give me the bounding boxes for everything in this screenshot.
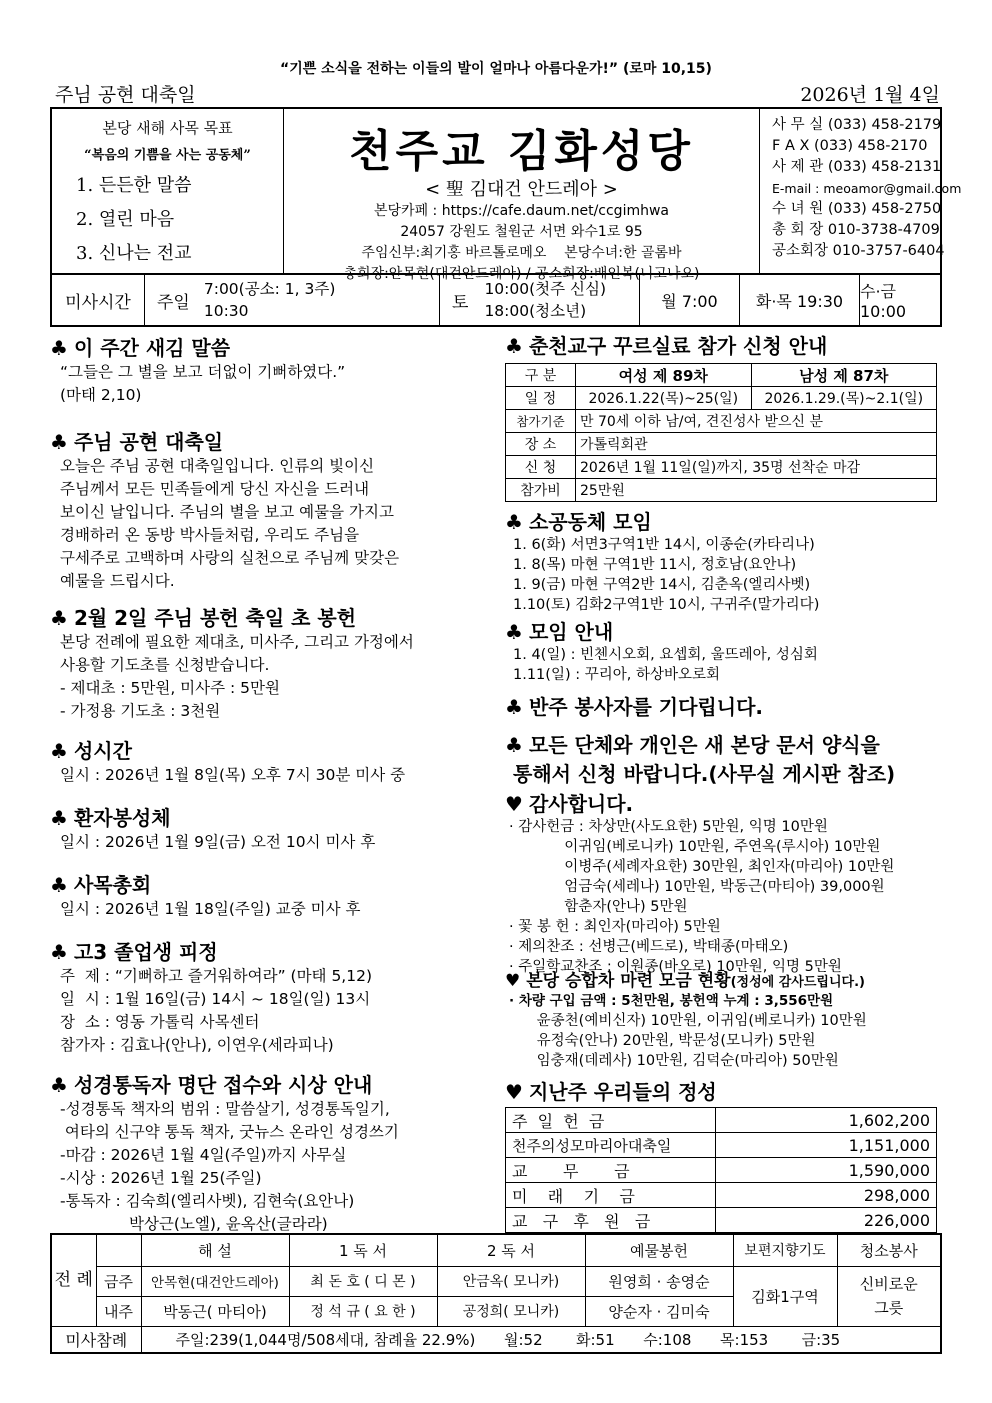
- row-label: 금주: [96, 1266, 141, 1296]
- section-title: 2월 2일 주님 봉헌 축일 초 봉헌: [73, 606, 357, 630]
- text-line: (마태 2,10): [60, 386, 142, 404]
- text-line: 1. 6(화) 서면3구역1반 14시, 이종순(카타리나): [513, 537, 815, 553]
- table-cell: 박동근( 마티아): [141, 1296, 289, 1326]
- contact-office: 사 무 실 (033) 458-2179: [772, 117, 942, 133]
- club-icon: ♣: [505, 620, 523, 644]
- attendance-label: 미사참례: [51, 1326, 141, 1353]
- text-line: 이귀임(베로니카) 10만원, 주연옥(루시아) 10만원: [509, 839, 881, 855]
- text-line: 사용할 기도초를 신청받습니다.: [60, 656, 270, 674]
- text-line: 1. 8(목) 마현 구역1반 11시, 정호남(요안나): [513, 557, 797, 573]
- text-line: 여타의 신구약 통독 책자, 굿뉴스 온라인 성경쓰기: [60, 1123, 399, 1141]
- table-cell: 원영희 · 송영순: [585, 1266, 733, 1296]
- offering-amount: 1,602,200: [716, 1108, 937, 1133]
- section-new-forms: [505, 729, 945, 787]
- cursillo-table: [505, 363, 937, 502]
- goal-subtitle: “복음의 기쁨을 사는 공동체”: [84, 148, 251, 163]
- text-line: - 가정용 기도초 : 3천원: [60, 702, 221, 720]
- text-line: 1. 9(금) 마현 구역2반 14시, 김춘옥(엘리사벳): [513, 577, 811, 593]
- saturday-time-1: 10:00(첫주 신심): [484, 280, 607, 298]
- text-line: 주 제 : “기뻐하고 즐거워하여라” (마태 5,12): [60, 967, 373, 985]
- section-epiphany: [50, 426, 490, 593]
- address: 24057 강원도 철원군 서면 와수1로 95: [400, 224, 643, 240]
- sunday-mass: [145, 275, 440, 325]
- club-icon: ♣: [50, 336, 68, 360]
- table-cell: 2026.1.22(목)~25(일): [576, 387, 752, 410]
- text-line: 엄금숙(세레나) 10만원, 박동근(마티아) 39,000원: [509, 879, 885, 895]
- table-cell: 2026년 1월 11일(일)까지, 35명 선착순 마감: [576, 456, 937, 479]
- table-header: 해 설: [141, 1234, 289, 1266]
- text-line: 임충재(데레사) 10만원, 김덕순(마리아) 50만원: [509, 1053, 839, 1069]
- text-line: 함춘자(안나) 5만원: [509, 899, 688, 915]
- text-line: 일시 : 2026년 1월 8일(목) 오후 7시 30분 미사 중: [60, 766, 406, 784]
- section-weekly-word: [50, 332, 490, 407]
- text-line: 일시 : 2026년 1월 9일(금) 오전 10시 미사 후: [60, 833, 376, 851]
- section-thanks: [505, 788, 945, 977]
- club-icon: ♣: [505, 695, 523, 719]
- table-cell: 신 청: [506, 456, 576, 479]
- offering-amount: 1,590,000: [716, 1158, 937, 1183]
- section-candle-offering: [50, 602, 490, 723]
- section-title: 성경통독자 명단 접수와 시상 안내: [73, 1073, 373, 1097]
- section-sick-communion: [50, 802, 490, 854]
- goal-item: 3. 신나는 전교: [76, 243, 192, 264]
- table-cell: 장 소: [506, 433, 576, 456]
- text-line: 주님께서 모든 민족들에게 당신 자신을 드러내: [60, 480, 370, 498]
- table-cell: 김화1구역: [733, 1266, 837, 1326]
- monday-mass: 월 7:00: [640, 275, 740, 325]
- text-line: “그들은 그 별을 보고 더없이 기뻐하였다.”: [60, 363, 346, 381]
- text-line: · 감사헌금 : 차상만(사도요한) 5만원, 익명 10만원: [509, 819, 828, 835]
- text-line: · 주일학교찬조 : 이원종(바오로) 10만원, 익명 5만원: [509, 959, 842, 975]
- club-icon: ♣: [50, 739, 68, 763]
- club-icon: ♣: [505, 733, 523, 757]
- goal-item: 2. 열린 마음: [76, 209, 175, 230]
- section-title: 환자봉성체: [73, 806, 171, 830]
- text-line: 유정숙(안나) 20만원, 박문성(모니카) 5만원: [509, 1033, 816, 1049]
- text-line: 오늘은 주님 공현 대축일입니다. 인류의 빛이신: [60, 457, 375, 475]
- section-title: 모임 안내: [528, 620, 614, 644]
- text-line: 경배하러 온 동방 박사들처럼, 우리도 주님을: [60, 526, 360, 544]
- church-info: [284, 109, 760, 282]
- saturday-label: 토: [452, 292, 469, 313]
- text-line: 본당 전례에 필요한 제대초, 미사주, 그리고 가정에서: [60, 633, 414, 651]
- section-title: 주님 공현 대축일: [73, 430, 224, 454]
- text-line: -마감 : 2026년 1월 4일(주일)까지 사무실: [60, 1146, 347, 1164]
- table-header: 2 독 서: [437, 1234, 585, 1266]
- section-graduate-retreat: [50, 936, 490, 1057]
- section-title-cont: 통해서 신청 바랍니다.(사무실 게시판 참조): [513, 762, 896, 786]
- clergy: 주임신부:최기홍 바르톨로메오 본당수녀:한 골롬바: [361, 245, 682, 261]
- church-name: 천주교 김화성당: [349, 126, 694, 177]
- offering-label: 주 일 헌 금: [506, 1108, 716, 1133]
- club-icon: ♣: [50, 606, 68, 630]
- text-line: 이병주(세례자요한) 30만원, 최인자(마리아) 10만원: [509, 859, 895, 875]
- saturday-mass: [440, 275, 640, 325]
- offering-label: 교 무 금: [506, 1158, 716, 1183]
- offering-amount: 1,151,000: [716, 1133, 937, 1158]
- sunday-time-1: 7:00(공소: 1, 3주): [203, 280, 336, 298]
- section-organist: [505, 691, 945, 720]
- table-header: 보편지향기도: [733, 1234, 837, 1266]
- contact-president: 총 회 장 010-3738-4709: [772, 222, 940, 238]
- table-cell: 신비로운 그릇: [837, 1266, 941, 1326]
- offering-label: 교 구 후 원 금: [506, 1208, 716, 1233]
- section-title: 본당 승합차 마련 모금 현황: [526, 971, 731, 991]
- heart-icon: ♥: [505, 1080, 523, 1104]
- club-icon: ♣: [505, 334, 523, 358]
- text-line: 참가자 : 김효나(안나), 이연우(세라피나): [60, 1036, 334, 1054]
- text-line: - 제대초 : 5만원, 미사주 : 5만원: [60, 679, 280, 697]
- contact-convent: 수 녀 원 (033) 458-2750: [772, 201, 942, 217]
- bible-quote: “기쁜 소식을 전하는 이들의 발이 얼마나 아름다운가!” (로마 10,15): [280, 61, 712, 77]
- section-title: 이 주간 새김 말씀: [73, 336, 231, 360]
- table-cell: 참가기준: [506, 410, 576, 433]
- text-line: 1.10(토) 김화2구역1반 10시, 구귀주(말가리다): [513, 597, 820, 613]
- liturgy-table: [50, 1233, 942, 1354]
- saturday-time-2: 18:00(청소년): [484, 302, 587, 320]
- table-header: 구 분: [506, 364, 576, 387]
- section-title: 소공동체 모임: [528, 510, 652, 534]
- section-title: 감사합니다.: [528, 792, 634, 816]
- liturgy-label: 전 례: [51, 1234, 96, 1326]
- section-cursillo: [505, 330, 945, 502]
- text-line: -통독자 : 김숙희(엘리사벳), 김현숙(요안나): [60, 1192, 355, 1210]
- table-cell: 최 돈 호 ( 디 몬 ): [289, 1266, 437, 1296]
- table-header: 예물봉헌: [585, 1234, 733, 1266]
- header-box: [50, 107, 962, 282]
- section-title: 사목총회: [73, 873, 152, 897]
- table-cell: 안목현(대건안드레아): [141, 1266, 289, 1296]
- offering-label: 천주의성모마리아대축일: [506, 1133, 716, 1158]
- bulletin-date: 2026년 1월 4일: [800, 84, 940, 106]
- feast-name: 주님 공현 대축일: [55, 84, 196, 106]
- text-line: 박상근(노엘), 윤옥산(글라라): [60, 1215, 328, 1233]
- section-bible-reading: [50, 1069, 490, 1236]
- table-cell: 2026.1.29.(목)~2.1(일): [751, 387, 936, 410]
- contact-mission-head: 공소회장 010-3757-6404: [772, 243, 945, 259]
- section-pastoral-assembly: [50, 869, 490, 921]
- wed-fri-mass: 수·금 10:00: [860, 282, 907, 321]
- club-icon: ♣: [505, 510, 523, 534]
- table-header: 여성 제 89차: [576, 364, 752, 387]
- table-header: 청소봉사: [837, 1234, 941, 1266]
- section-title: 춘천교구 꾸르실료 참가 신청 안내: [528, 334, 828, 358]
- text-line: 예물을 드립시다.: [60, 572, 175, 590]
- section-van-fund: [505, 966, 945, 1071]
- table-cell: 25만원: [576, 479, 937, 502]
- text-line: -시상 : 2026년 1월 25(주일): [60, 1169, 262, 1187]
- club-icon: ♣: [50, 940, 68, 964]
- mass-times: [50, 275, 942, 327]
- section-title: 고3 졸업생 피정: [73, 940, 218, 964]
- cafe-url[interactable]: 본당카페 : https://cafe.daum.net/ccgimhwa: [374, 203, 669, 219]
- club-icon: ♣: [50, 430, 68, 454]
- table-cell: 일 정: [506, 387, 576, 410]
- text-line: -성경통독 책자의 범위 : 말씀살기, 성경통독일기,: [60, 1100, 390, 1118]
- sunday-label: 주일: [157, 292, 190, 313]
- section-holy-hour: [50, 735, 490, 787]
- offerings-table: [505, 1107, 937, 1233]
- club-icon: ♣: [50, 1073, 68, 1097]
- section-title-note: (정성에 감사드립니다.): [730, 975, 865, 990]
- contact-email[interactable]: E-mail : meoamor@gmail.com: [772, 181, 962, 196]
- pastoral-goals: [52, 109, 284, 273]
- sunday-time-2: 10:30: [203, 302, 249, 320]
- text-line: 구세주로 고백하며 사랑의 실천으로 주님께 맞갖은: [60, 549, 400, 567]
- text-line: 윤종천(예비신자) 10만원, 이귀임(베로니카) 10만원: [509, 1013, 867, 1029]
- goal-title: 본당 새해 사목 목표: [102, 119, 233, 137]
- section-title: 성시간: [73, 739, 132, 763]
- council: 총회장:안목현(대건안드레아) / 공소회장:배인복(니고나오): [343, 266, 700, 282]
- table-header: 남성 제 87차: [751, 364, 936, 387]
- table-cell: 공정희( 모니카): [437, 1296, 585, 1326]
- tue-thu-mass: 화·목 19:30: [740, 275, 860, 325]
- attendance-stats: 주일:239(1,044명/508세대, 참례율 22.9%) 월:52 화:51 수:108 목:153 금:35: [141, 1326, 941, 1353]
- row-label: 내주: [96, 1296, 141, 1326]
- text-line: 보이신 날입니다. 주님의 별을 보고 예물을 가지고: [60, 503, 394, 521]
- contact-fax: F A X (033) 458-2170: [772, 138, 928, 154]
- section-title: 지난주 우리들의 정성: [528, 1080, 717, 1104]
- section-title: 반주 봉사자를 기다립니다.: [528, 695, 763, 719]
- section-meetings: [505, 616, 945, 685]
- text-line: 1. 4(일) : 빈첸시오회, 요셉회, 울뜨레아, 성심회: [513, 647, 818, 663]
- table-cell: 양순자 · 김미숙: [585, 1296, 733, 1326]
- text-line: 일시 : 2026년 1월 18일(주일) 교중 미사 후: [60, 900, 361, 918]
- heart-icon: ♥: [505, 971, 521, 991]
- table-cell: 가톨릭회관: [576, 433, 937, 456]
- goal-item: 1. 든든한 말씀: [76, 175, 192, 196]
- text-line: · 차량 구입 금액 : 5천만원, 봉헌액 누계 : 3,556만원: [509, 993, 834, 1009]
- patron-saint: < 聖 김대건 안드레아 >: [425, 179, 618, 200]
- text-line: 장 소 : 영동 가톨릭 사목센터: [60, 1013, 260, 1031]
- table-cell: 만 70세 이하 남/여, 견진성사 받으신 분: [576, 410, 937, 433]
- contact-rectory: 사 제 관 (033) 458-2131: [772, 159, 942, 175]
- section-small-community: [505, 506, 945, 615]
- table-cell: 안금옥( 모니카): [437, 1266, 585, 1296]
- offering-label: 미 래 기 금: [506, 1183, 716, 1208]
- heart-icon: ♥: [505, 792, 523, 816]
- mass-label: 미사시간: [52, 275, 145, 325]
- text-line: 1.11(일) : 꾸리아, 하상바오로회: [513, 667, 720, 683]
- table-cell: 참가비: [506, 479, 576, 502]
- table-header: 1 독 서: [289, 1234, 437, 1266]
- text-line: · 꽃 봉 헌 : 최인자(마리아) 5만원: [509, 919, 721, 935]
- offering-amount: 298,000: [716, 1183, 937, 1208]
- section-title: 모든 단체와 개인은 새 본당 문서 양식을: [528, 733, 880, 757]
- club-icon: ♣: [50, 873, 68, 897]
- section-offerings: [505, 1076, 945, 1233]
- offering-amount: 226,000: [716, 1208, 937, 1233]
- club-icon: ♣: [50, 806, 68, 830]
- table-cell: 정 석 규 ( 요 한 ): [289, 1296, 437, 1326]
- text-line: 일 시 : 1월 16일(금) 14시 ~ 18일(일) 13시: [60, 990, 371, 1008]
- contact-list: [760, 109, 962, 273]
- text-line: · 제의찬조 : 선병근(베드로), 박태종(마태오): [509, 939, 789, 955]
